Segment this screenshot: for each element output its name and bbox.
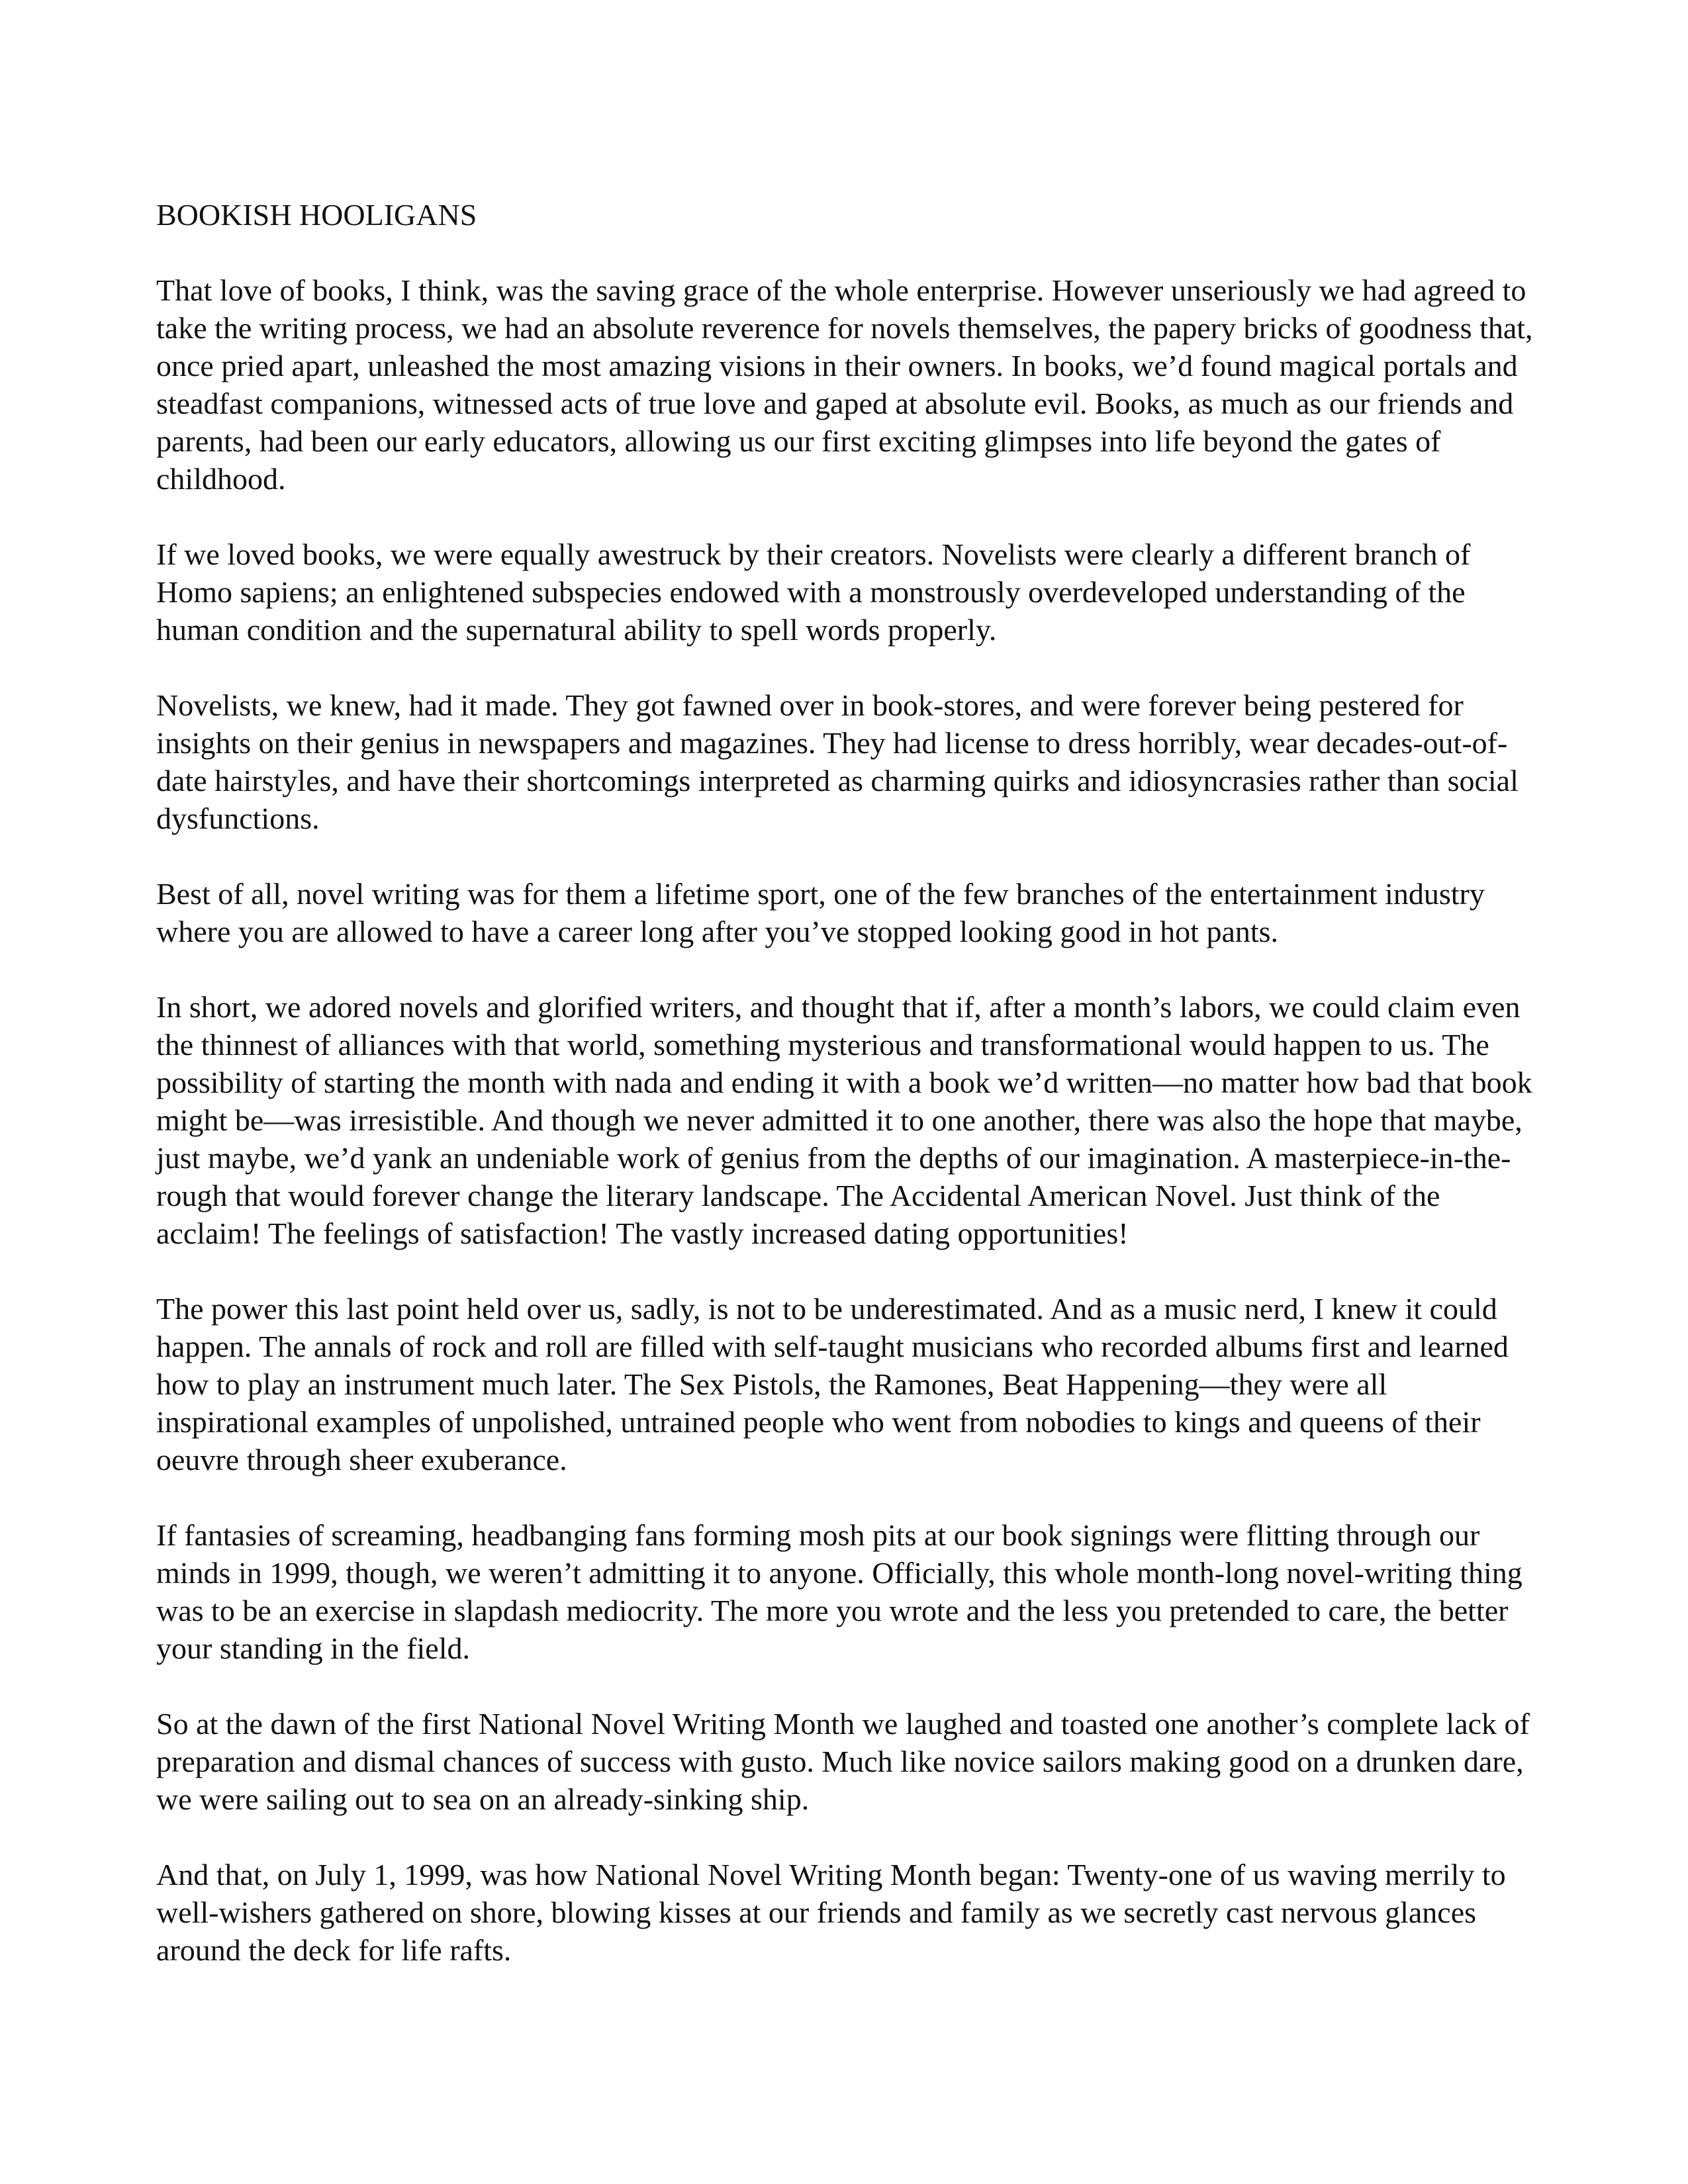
paragraph-4: Best of all, novel writing was for them a lifetime sport, one of the few branches of the entertainment industry where you are allowed to have a career long after you’ve stopped looking good in hot pants.: [156, 877, 1485, 948]
document-title: BOOKISH HOOLIGANS: [156, 198, 477, 232]
paragraph-8: So at the dawn of the first National Novel Writing Month we laughed and toasted one another’s complete lack of preparation and dismal chances of success with gusto. Much like novice sailors making good on a drunken dare, we were sailing out to sea on an already-sinking ship.: [156, 1707, 1530, 1816]
paragraph-5: In short, we adored novels and glorified writers, and thought that if, after a month’s labors, we could claim even the thinnest of alliances with that world, something mysterious and transformational would happen to us. The possibility of starting the month with nada and ending it with a book we’d written—no matter how bad that book might be—was irresistible. And though we never admitted it to one another, there was also the hope that maybe, just maybe, we’d yank an undeniable work of genius from the depths of our imagination. A masterpiece-in-the-rough that would forever change the literary landscape. The Accidental American Novel. Just think of the acclaim! The feelings of satisfaction! The vastly increased dating opportunities!: [156, 990, 1532, 1250]
paragraph-1: That love of books, I think, was the saving grace of the whole enterprise. However unseriously we had agreed to take the writing process, we had an absolute reverence for novels themselves, the papery bricks of goodness that, once pried apart, unleashed the most amazing visions in their owners. In books, we’d found magical portals and steadfast companions, witnessed acts of true love and gaped at absolute evil. Books, as much as our friends and parents, had been our early educators, allowing us our first exciting glimpses into life beyond the gates of childhood.: [156, 273, 1533, 496]
paragraph-6: The power this last point held over us, sadly, is not to be underestimated. And as a music nerd, I knew it could happen. The annals of rock and roll are filled with self-taught musicians who recorded albums first and learned how to play an instrument much later. The Sex Pistols, the Ramones, Beat Happening—they were all inspirational examples of unpolished, untrained people who went from nobodies to kings and queens of their oeuvre through sheer exuberance.: [156, 1292, 1509, 1477]
paragraph-3: Novelists, we knew, had it made. They got fawned over in book-stores, and were forever being pestered for insights on their genius in newspapers and magazines. They had license to dress horribly, wear decades-out-of-date hairstyles, and have their shortcomings interpreted as charming quirks and idiosyncrasies rather than social dysfunctions.: [156, 688, 1519, 835]
paragraph-7: If fantasies of screaming, headbanging fans forming mosh pits at our book signings were flitting through our minds in 1999, though, we weren’t admitting it to anyone. Officially, this whole month-long novel-writing thing was to be an exercise in slapdash mediocrity. The more you wrote and the less you pretended to care, the better your standing in the field.: [156, 1518, 1523, 1665]
paragraph-2: If we loved books, we were equally awestruck by their creators. Novelists were clearly a different branch of Homo sapiens; an enlightened subspecies endowed with a monstrously overdeveloped understanding of the human condition and the supernatural ability to spell words properly.: [156, 537, 1471, 647]
document-body: [156, 196, 1540, 1969]
paragraph-9: And that, on July 1, 1999, was how National Novel Writing Month began: Twenty-one of us waving merrily to well-wishers gathered on shore, blowing kisses at our friends and family as we secretly cast nervous glances around the deck for life rafts.: [156, 1858, 1506, 1967]
